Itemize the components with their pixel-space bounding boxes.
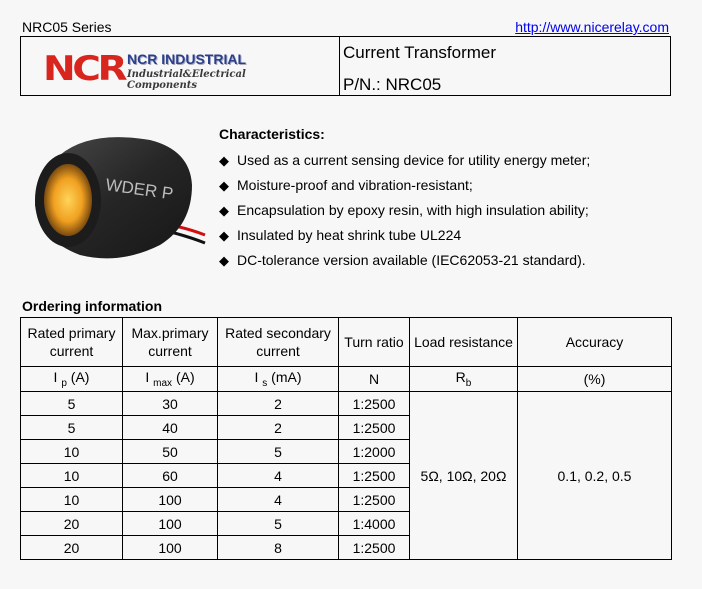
product-title: Current Transformer	[343, 43, 497, 62]
header-rated-primary: Rated primary current	[21, 318, 123, 367]
header-divider	[339, 37, 340, 95]
company-logo	[43, 49, 313, 89]
table-unit-row	[21, 367, 672, 392]
table-header-row	[21, 318, 672, 367]
table-row: 20 100 5 1:4000	[21, 512, 672, 536]
logo-company-name: NCR INDUSTRIAL	[127, 51, 246, 67]
list-item: ◆ Insulated by heat shrink tube UL224	[219, 224, 590, 249]
unit-is: I $_s$ (mA)	[218, 367, 339, 392]
diamond-bullet-icon: ◆	[219, 153, 229, 168]
header-accuracy: Accuracy	[518, 318, 672, 367]
table-row: 20 100 8 1:2500	[21, 536, 672, 560]
header-rated-secondary: Rated secondary current	[218, 318, 339, 367]
logo-tagline: Industrial&Electrical Components	[127, 69, 246, 91]
header-box	[20, 36, 671, 96]
logo-letters: NCR	[43, 49, 125, 89]
diamond-bullet-icon: ◆	[219, 203, 229, 218]
product-photo	[20, 125, 220, 270]
characteristics-title: Characteristics:	[219, 126, 325, 142]
table-row: 10 100 4 1:2500	[21, 488, 672, 512]
list-item: ◆ DC-tolerance version available (IEC62053-21 standard).	[219, 249, 590, 274]
characteristics-list	[219, 149, 590, 274]
website-link[interactable]: http://www.nicerelay.com	[515, 19, 669, 35]
table-row: 10 50 5 1:2000	[21, 440, 672, 464]
unit-acc: (%)	[518, 367, 672, 392]
list-item: ◆ Encapsulation by epoxy resin, with high insulation ability;	[219, 199, 590, 224]
header-max-primary: Max.primary current	[123, 318, 218, 367]
table-row: 10 60 4 1:2500	[21, 464, 672, 488]
list-item: ◆ Used as a current sensing device for utility energy meter;	[219, 149, 590, 174]
ordering-table	[20, 317, 672, 560]
load-resistance-value: 5Ω, 10Ω, 20Ω	[410, 392, 518, 560]
accuracy-value: 0.1, 0.2, 0.5	[518, 392, 672, 560]
table-row: 5 40 2 1:2500	[21, 416, 672, 440]
diamond-bullet-icon: ◆	[219, 178, 229, 193]
unit-n: N	[339, 367, 410, 392]
table-row: 5 30 2 1:2500 5Ω, 10Ω, 20Ω 0.1, 0.2, 0.5	[21, 392, 672, 416]
header-turn-ratio: Turn ratio	[339, 318, 410, 367]
ordering-title: Ordering information	[22, 298, 162, 314]
photo-label: WDER P	[104, 175, 175, 204]
unit-rb: $R_b$	[410, 367, 518, 392]
series-label: NRC05 Series	[22, 19, 112, 35]
header-load-resistance: Load resistance	[410, 318, 518, 367]
part-number: P/N.: NRC05	[343, 75, 442, 94]
diamond-bullet-icon: ◆	[219, 228, 229, 243]
unit-ip: I $_p$ (A)	[21, 367, 123, 392]
diamond-bullet-icon: ◆	[219, 253, 229, 268]
list-item: ◆ Moisture-proof and vibration-resistant;	[219, 174, 590, 199]
unit-imax: I $_{max}$ (A)	[123, 367, 218, 392]
